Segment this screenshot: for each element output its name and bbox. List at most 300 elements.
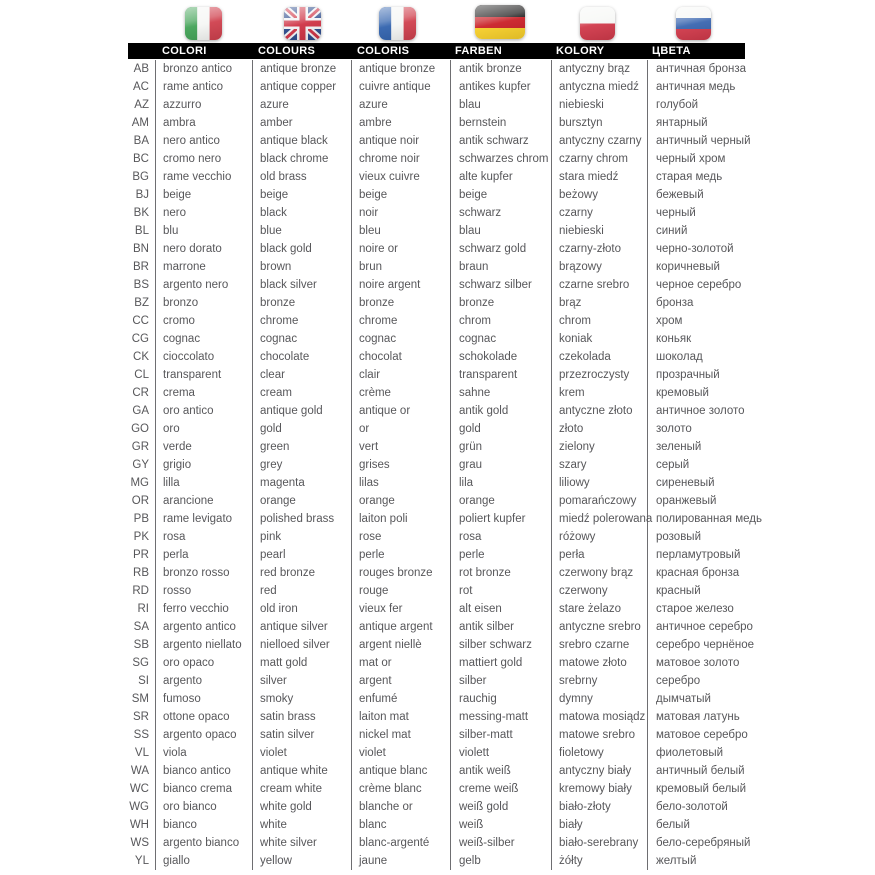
table-row [128,60,828,78]
color-name-polish: czekolada [559,351,611,363]
color-name-polish: zielony [559,441,595,453]
color-name-russian: перламутровый [656,549,741,561]
color-name-english: black [260,207,287,219]
color-name-french: crème [359,387,391,399]
color-name-english: clear [260,369,285,381]
color-name-italian: transparent [163,369,222,381]
color-name-french: cognac [359,333,397,345]
color-name-german: mattiert gold [459,657,523,669]
color-code: AM [131,117,149,129]
color-code: WC [129,783,149,795]
color-name-english: red [260,585,277,597]
color-name-french: rose [359,531,382,543]
table-header-bar [128,43,745,59]
table-row [128,492,828,510]
color-code: GA [132,405,149,417]
color-name-german: silber schwarz [459,639,532,651]
color-name-german: orange [459,495,495,507]
color-name-german: messing-matt [459,711,529,723]
color-code: BK [133,207,149,219]
table-row [128,294,828,312]
color-code: CR [132,387,149,399]
color-name-polish: srebrny [559,675,598,687]
table-row [128,240,828,258]
table-row [128,708,828,726]
color-code: CG [131,333,149,345]
color-code: SB [133,639,149,651]
color-name-russian: бело-золотой [656,801,728,813]
color-code: YL [134,855,149,867]
color-name-polish: kremowy biały [559,783,632,795]
color-name-english: matt gold [260,657,308,669]
color-name-english: pearl [260,549,286,561]
color-name-russian: серый [656,459,690,471]
column-header-polish: KOLORY [556,45,605,57]
color-name-english: old iron [260,603,298,615]
color-name-italian: lilla [163,477,180,489]
table-row [128,744,828,762]
color-name-russian: бежевый [656,189,704,201]
color-code: SR [133,711,149,723]
color-name-english: beige [260,189,289,201]
color-name-french: argent [359,675,392,687]
color-name-german: schwarz [459,207,502,219]
color-name-italian: argento antico [163,621,236,633]
color-name-italian: oro bianco [163,801,217,813]
table-row [128,420,828,438]
color-code: BJ [135,189,149,201]
color-name-russian: золото [656,423,692,435]
color-name-italian: cromo nero [163,153,222,165]
table-row [128,114,828,132]
color-name-italian: rosso [163,585,192,597]
color-name-italian: rosa [163,531,186,543]
table-row [128,186,828,204]
color-name-french: violet [359,747,386,759]
column-header-italian: COLORI [162,45,207,57]
color-name-italian: cioccolato [163,351,215,363]
color-name-german: beige [459,189,488,201]
color-name-italian: beige [163,189,192,201]
table-row [128,780,828,798]
color-name-italian: nero antico [163,135,220,147]
color-code: CK [133,351,149,363]
color-name-russian: коричневый [656,261,720,273]
color-name-french: bronze [359,297,395,309]
color-name-polish: niebieski [559,225,604,237]
color-name-french: blanche or [359,801,413,813]
color-name-polish: perła [559,549,585,561]
table-row [128,312,828,330]
color-name-russian: черный [656,207,696,219]
color-name-english: antique white [260,765,328,777]
color-name-polish: chrom [559,315,591,327]
color-name-english: azure [260,99,289,111]
color-name-russian: серебро чернёное [656,639,755,651]
color-name-french: brun [359,261,383,273]
color-name-french: crème blanc [359,783,422,795]
color-name-polish: brązowy [559,261,602,273]
color-name-english: chrome [260,315,299,327]
color-name-italian: argento opaco [163,729,237,741]
color-name-french: ambre [359,117,392,129]
color-name-italian: rame antico [163,81,224,93]
color-name-russian: желтый [656,855,697,867]
color-name-russian: старая медь [656,171,723,183]
color-name-german: silber [459,675,487,687]
color-name-english: black silver [260,279,317,291]
color-name-polish: matowe złoto [559,657,627,669]
color-name-russian: шоколад [656,351,703,363]
color-name-italian: bianco [163,819,197,831]
color-name-english: satin silver [260,729,315,741]
color-name-russian: античный черный [656,135,751,147]
color-name-polish: antyczny czarny [559,135,642,147]
color-name-german: schwarz silber [459,279,532,291]
color-name-italian: nero dorato [163,243,222,255]
color-name-polish: czarny-złoto [559,243,621,255]
color-name-english: magenta [260,477,305,489]
color-name-french: lilas [359,477,379,489]
color-name-russian: коньяк [656,333,692,345]
color-name-english: antique black [260,135,328,147]
color-name-french: perle [359,549,385,561]
color-name-german: schwarz gold [459,243,527,255]
color-name-russian: хром [656,315,683,327]
color-name-french: bleu [359,225,381,237]
color-code: BR [133,261,149,273]
column-header-french: COLORIS [357,45,410,57]
color-name-italian: verde [163,441,192,453]
column-header-russian: ЦВЕТА [652,45,691,57]
color-table-body [128,60,828,872]
color-name-italian: oro antico [163,405,214,417]
color-code: OR [131,495,149,507]
color-name-german: transparent [459,369,518,381]
flag-italy-icon [185,7,222,40]
color-code: VL [134,747,149,759]
color-name-italian: bianco antico [163,765,231,777]
color-name-polish: fioletowy [559,747,604,759]
color-name-german: bronze [459,297,495,309]
color-code: RB [133,567,149,579]
color-name-english: antique copper [260,81,337,93]
color-name-german: poliert kupfer [459,513,526,525]
color-name-german: gelb [459,855,481,867]
color-name-russian: сиреневый [656,477,715,489]
color-name-french: chrome [359,315,398,327]
color-code: AZ [134,99,149,111]
table-row [128,366,828,384]
color-name-english: antique bronze [260,63,337,75]
color-name-italian: oro opaco [163,657,215,669]
color-name-english: amber [260,117,293,129]
color-name-italian: bronzo [163,297,199,309]
color-name-italian: arancione [163,495,214,507]
color-name-russian: голубой [656,99,699,111]
color-name-polish: srebro czarne [559,639,630,651]
color-name-german: weiß-silber [459,837,515,849]
color-name-italian: bianco crema [163,783,233,795]
color-name-italian: fumoso [163,693,201,705]
color-code: BG [132,171,149,183]
color-name-russian: полированная медь [656,513,762,525]
color-code: BC [133,153,149,165]
color-name-polish: złoto [559,423,584,435]
color-name-italian: rame vecchio [163,171,232,183]
color-name-polish: czerwony brąz [559,567,634,579]
color-name-german: blau [459,99,481,111]
table-row [128,78,828,96]
color-name-polish: brąz [559,297,582,309]
color-name-french: rouges bronze [359,567,433,579]
table-row [128,654,828,672]
color-code: GR [131,441,149,453]
color-name-english: orange [260,495,296,507]
color-name-german: alte kupfer [459,171,513,183]
color-name-russian: матовое серебро [656,729,748,741]
color-name-german: weiß [459,819,484,831]
color-name-german: braun [459,261,489,273]
color-name-german: alt eisen [459,603,502,615]
color-name-polish: pomarańczowy [559,495,637,507]
color-name-russian: зеленый [656,441,702,453]
color-name-russian: античная медь [656,81,736,93]
table-row [128,600,828,618]
color-name-french: mat or [359,657,392,669]
color-name-german: silber-matt [459,729,513,741]
color-name-english: red bronze [260,567,315,579]
color-name-italian: bronzo antico [163,63,233,75]
color-name-italian: ottone opaco [163,711,230,723]
color-name-polish: miedź polerowana [559,513,653,525]
table-row [128,456,828,474]
color-name-french: vieux cuivre [359,171,420,183]
color-name-polish: czerwony [559,585,608,597]
color-name-polish: stara miedź [559,171,619,183]
table-row [128,852,828,870]
color-name-english: grey [260,459,283,471]
color-name-italian: azzurro [163,99,202,111]
table-row [128,204,828,222]
color-code: CL [134,369,149,381]
color-name-english: black chrome [260,153,329,165]
color-code: SS [133,729,149,741]
color-name-english: polished brass [260,513,335,525]
color-name-german: schwarzes chrom [459,153,549,165]
color-name-italian: nero [163,207,187,219]
table-row [128,384,828,402]
color-name-english: blue [260,225,282,237]
color-name-french: chrome noir [359,153,420,165]
flag-united-kingdom-icon [284,7,321,40]
column-header-english: COLOURS [258,45,316,57]
color-name-russian: красная бронза [656,567,740,579]
color-code: PR [133,549,149,561]
color-name-russian: синий [656,225,688,237]
color-name-italian: bronzo rosso [163,567,230,579]
color-name-german: blau [459,225,481,237]
color-name-english: white gold [260,801,312,813]
color-code: RI [137,603,149,615]
color-name-french: clair [359,369,381,381]
color-name-russian: янтарный [656,117,708,129]
color-name-russian: античное золото [656,405,745,417]
color-name-french: cuivre antique [359,81,431,93]
table-row [128,762,828,780]
color-name-polish: antyczny biały [559,765,632,777]
color-name-german: weiß gold [459,801,509,813]
color-name-french: chocolat [359,351,402,363]
color-code: SI [138,675,149,687]
color-name-english: bronze [260,297,296,309]
color-name-italian: argento nero [163,279,229,291]
color-name-russian: прозрачный [656,369,720,381]
table-row [128,222,828,240]
color-name-german: rot [459,585,473,597]
color-name-russian: кремовый [656,387,709,399]
color-name-english: brown [260,261,292,273]
color-name-russian: черно-золотой [656,243,734,255]
color-name-polish: koniak [559,333,593,345]
color-code: BL [134,225,149,237]
table-row [128,132,828,150]
color-name-russian: оранжевый [656,495,717,507]
color-name-italian: grigio [163,459,192,471]
color-name-english: satin brass [260,711,316,723]
color-name-russian: красный [656,585,701,597]
table-row [128,672,828,690]
color-name-russian: черное серебро [656,279,742,291]
color-name-english: yellow [260,855,292,867]
color-name-french: grises [359,459,390,471]
color-code: SG [132,657,149,669]
column-header-german: FARBEN [455,45,503,57]
color-name-polish: niebieski [559,99,604,111]
color-name-italian: cromo [163,315,195,327]
color-name-polish: beżowy [559,189,598,201]
color-name-english: old brass [260,171,307,183]
color-name-english: nielloed silver [260,639,330,651]
color-name-polish: czarne srebro [559,279,630,291]
color-name-french: beige [359,189,388,201]
color-name-italian: argento niellato [163,639,242,651]
color-name-russian: белый [656,819,690,831]
color-name-german: antik silber [459,621,514,633]
color-name-italian: giallo [163,855,190,867]
color-name-english: smoky [260,693,294,705]
color-name-polish: antyczne srebro [559,621,641,633]
color-name-russian: матовая латунь [656,711,740,723]
color-name-german: rot bronze [459,567,511,579]
table-row [128,258,828,276]
color-name-polish: żółty [559,855,583,867]
table-row [128,582,828,600]
color-name-french: antique argent [359,621,433,633]
color-name-polish: antyczny brąz [559,63,630,75]
color-name-english: white [260,819,287,831]
color-name-german: antik bronze [459,63,522,75]
table-row [128,96,828,114]
color-code: SA [133,621,149,633]
color-name-russian: фиолетовый [656,747,724,759]
color-name-french: noire or [359,243,398,255]
color-name-english: antique silver [260,621,328,633]
color-name-english: chocolate [260,351,310,363]
color-name-french: azure [359,99,388,111]
color-name-english: silver [260,675,287,687]
color-name-italian: argento bianco [163,837,240,849]
color-name-german: grün [459,441,483,453]
color-name-russian: античная бронза [656,63,746,75]
color-name-russian: бронза [656,297,694,309]
table-row [128,726,828,744]
color-name-french: blanc-argenté [359,837,430,849]
color-name-german: chrom [459,315,491,327]
color-name-french: jaune [359,855,388,867]
color-code: WS [130,837,149,849]
color-name-german: perle [459,549,485,561]
color-name-english: pink [260,531,282,543]
color-name-russian: античное серебро [656,621,753,633]
color-name-french: blanc [359,819,387,831]
color-name-russian: бело-серебряный [656,837,751,849]
color-name-german: antik gold [459,405,509,417]
color-name-french: rouge [359,585,389,597]
color-name-german: sahne [459,387,491,399]
table-row [128,690,828,708]
color-name-german: rauchig [459,693,497,705]
color-code: BZ [134,297,149,309]
color-name-english: antique gold [260,405,323,417]
color-name-german: bernstein [459,117,507,129]
color-name-french: nickel mat [359,729,411,741]
color-name-italian: ferro vecchio [163,603,229,615]
table-row [128,564,828,582]
color-name-polish: czarny chrom [559,153,629,165]
color-name-english: gold [260,423,282,435]
color-name-polish: biało-serebrany [559,837,639,849]
color-name-italian: viola [163,747,187,759]
color-name-french: or [359,423,370,435]
table-row [128,168,828,186]
color-name-english: violet [260,747,287,759]
color-name-german: antik schwarz [459,135,529,147]
color-name-english: white silver [260,837,317,849]
color-name-polish: antyczne złoto [559,405,633,417]
color-name-german: gold [459,423,481,435]
color-code: MG [130,477,149,489]
table-row [128,474,828,492]
color-name-polish: antyczna miedź [559,81,639,93]
color-name-italian: cognac [163,333,201,345]
color-name-french: laiton poli [359,513,408,525]
color-code: AC [133,81,149,93]
color-name-german: antikes kupfer [459,81,531,93]
table-row [128,402,828,420]
table-row [128,546,828,564]
flag-poland-icon [580,7,615,40]
table-row [128,438,828,456]
color-name-french: antique bronze [359,63,436,75]
color-name-italian: perla [163,549,189,561]
color-name-english: black gold [260,243,312,255]
color-name-russian: матовое золото [656,657,740,669]
color-name-french: vert [359,441,379,453]
color-name-german: antik weiß [459,765,511,777]
table-row [128,510,828,528]
color-name-polish: matowe srebro [559,729,636,741]
